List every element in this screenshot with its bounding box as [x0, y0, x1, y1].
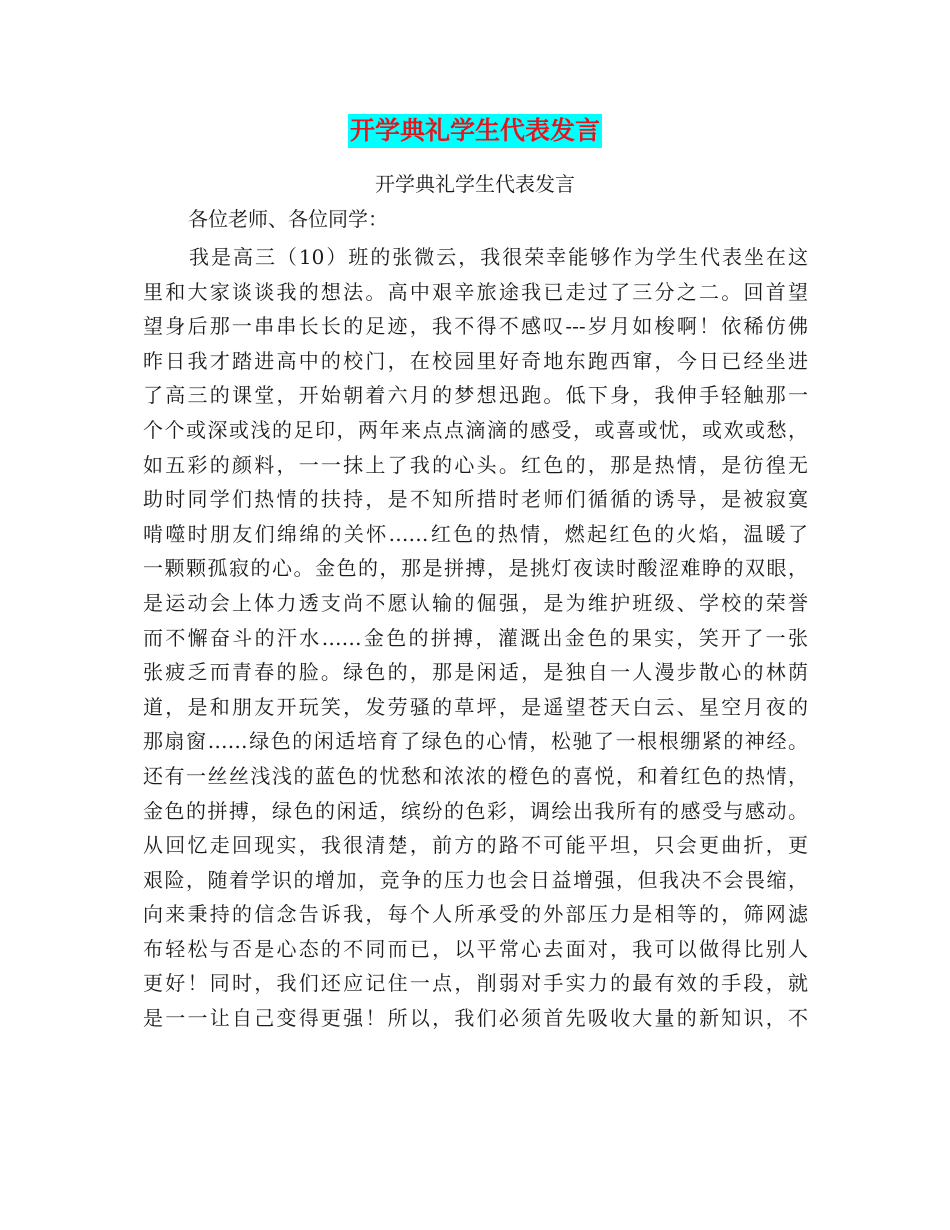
- body-line: 布轻松与否是心态的不同而已，以平常心去面对，我可以做得比别人: [143, 936, 808, 961]
- body-line: 金色的拼搏，绿色的闲适，缤纷的色彩，调绘出我所有的感受与感动。: [143, 798, 808, 823]
- body-line: 是运动会上体力透支尚不愿认输的倔强，是为维护班级、学校的荣誉: [143, 590, 808, 615]
- document-heading: [0, 110, 950, 148]
- document-heading-text: 开学典礼学生代表发言: [348, 114, 602, 148]
- body-line: 向来秉持的信念告诉我，每个人所承受的外部压力是相等的，筛网滤: [143, 902, 808, 927]
- body-line: 张疲乏而青春的脸。绿色的，那是闲适，是独自一人漫步散心的林荫: [143, 660, 808, 685]
- body-line: 助时同学们热情的扶持，是不知所措时老师们循循的诱导，是被寂寞: [143, 487, 808, 512]
- body-line: 而不懈奋斗的汗水……金色的拼搏，灌溉出金色的果实，笑开了一张: [143, 625, 808, 650]
- body-line: 昨日我才踏进高中的校门，在校园里好奇地东跑西窜，今日已经坐进: [143, 348, 808, 373]
- body-line: 如五彩的颜料，一一抹上了我的心头。红色的，那是热情，是彷徨无: [143, 452, 808, 477]
- body-line: 望身后那一串串长长的足迹，我不得不感叹---岁月如梭啊！依稀仿佛: [143, 314, 808, 339]
- body-line: 还有一丝丝浅浅的蓝色的忧愁和浓浓的橙色的喜悦，和着红色的热情，: [143, 763, 808, 788]
- body-line: 里和大家谈谈我的想法。高中艰辛旅途我已走过了三分之二。回首望: [143, 279, 808, 304]
- document-subtitle: 开学典礼学生代表发言: [375, 172, 575, 196]
- body-line: 我是高三（10）班的张微云，我很荣幸能够作为学生代表坐在这: [189, 245, 808, 269]
- body-line: 从回忆走回现实，我很清楚，前方的路不可能平坦，只会更曲折，更: [143, 833, 808, 858]
- body-line: 艰险，随着学识的增加，竞争的压力也会日益增强，但我决不会畏缩，: [143, 867, 808, 892]
- body-line: 个个或深或浅的足印，两年来点点滴滴的感受，或喜或忧，或欢或愁，: [143, 417, 808, 442]
- body-line: 那扇窗……绿色的闲适培育了绿色的心情，松驰了一根根绷紧的神经。: [143, 729, 808, 754]
- body-line: 啃噬时朋友们绵绵的关怀……红色的热情，燃起红色的火焰，温暖了: [143, 521, 808, 546]
- body-line: 道，是和朋友开玩笑，发劳骚的草坪，是遥望苍天白云、星空月夜的: [143, 694, 808, 719]
- body-line: 是一一让自己变得更强！所以，我们必须首先吸收大量的新知识，不: [143, 1006, 808, 1031]
- speech-body: [143, 240, 808, 1036]
- body-line: 了高三的课堂，开始朝着六月的梦想迅跑。低下身，我伸手轻触那一: [143, 383, 808, 408]
- greeting-line: 各位老师、各位同学：: [188, 207, 388, 231]
- body-line: 更好！同时，我们还应记住一点，削弱对手实力的最有效的手段，就: [143, 971, 808, 996]
- body-line: 一颗颗孤寂的心。金色的，那是拼搏，是挑灯夜读时酸涩难睁的双眼，: [143, 556, 808, 581]
